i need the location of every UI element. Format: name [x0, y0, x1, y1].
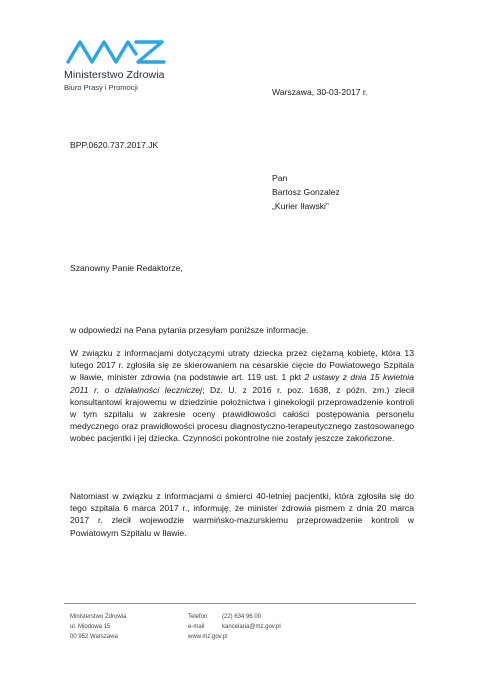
- paragraph-1-part-b: ; Dz. U. z 2016 r. poz. 1638, z późn. zm.) zlecił konsultantowi krajowemu w dziedzinie położnictwa i ginekologii przeprowadzenie kontroli w tym szpitalu w zakresie oceny prawidłowości całości postępowania personelu medycznego oraz prawidłowości procesu diagnostyczno-terapeutycznego zastosowanego wobec pacjentki i jej dziecka. Czynności pokontrolne nie zostały jeszcze zakończone.: [70, 384, 415, 444]
- paragraph-1-part-a: W związku z informacjami dotyczącymi utraty dziecka przez ciężarną kobietę, która 13 lutego 2017 r. zgłosiła się ze skierowaniem na cesarskie cięcie do Powiatowego Szpitala w Iławie, minister zdrowia (na podstawie art. 119 ust. 1 pkt: [70, 348, 414, 383]
- footer-org: Ministerstwo Zdrowia: [70, 614, 127, 620]
- phone-number: (22) 634 96 00: [222, 614, 262, 620]
- footer-divider: [64, 603, 416, 604]
- recipient-line-1: Pan: [272, 173, 288, 183]
- email-label: e-mail: [188, 624, 205, 631]
- footer-contact: [188, 612, 281, 643]
- footer-city: 00 952 Warszawa: [70, 634, 118, 641]
- email-address: kancelaria@mz.gov.pl: [222, 624, 281, 631]
- phone-label: Telefon: [188, 614, 208, 620]
- org-name: Ministerstwo Zdrowia: [64, 69, 165, 81]
- letter-date: Warszawa, 30-03-2017 r.: [272, 87, 368, 97]
- footer-address: [70, 612, 126, 643]
- ministry-logo: [64, 36, 174, 92]
- website-link: www.mz.gov.pl: [188, 634, 228, 641]
- paragraph-2: Natomiast w związku z informacjami o śmierci 40-letniej pacjentki, która zgłosiła się do tego szpitala 6 marca 2017 r., informuję, że minister zdrowia pismem z dnia 20 marca 2017 r. zlecił wojewodzie warmińsko-mazurskiemu przeprowadzenie kontroli w Powiatowym Szpitalu w Iławie.: [70, 491, 414, 538]
- department-name: Biuro Prasy i Promocji: [64, 83, 138, 92]
- reference-number: BPP.0620.737.2017.JK: [70, 140, 159, 150]
- recipient-line-3: „Kurier Iławski”: [272, 201, 329, 211]
- recipient-block: [272, 171, 340, 213]
- paragraph-1: [70, 347, 414, 445]
- salutation: Szanowny Panie Redaktorze,: [70, 263, 183, 273]
- intro-line: w odpowiedzi na Pana pytania przesyłam poniższe informacje.: [70, 325, 309, 335]
- mz-wave-logo-icon: [64, 36, 168, 66]
- paragraph-1-italic: 2 ustawy z dnia 15 kwietnia 2011 r. o działalności leczniczej: [70, 372, 414, 395]
- recipient-line-2: Bartosz Gonzalez: [272, 187, 340, 197]
- footer-street: ul. Miodowa 15: [70, 624, 111, 631]
